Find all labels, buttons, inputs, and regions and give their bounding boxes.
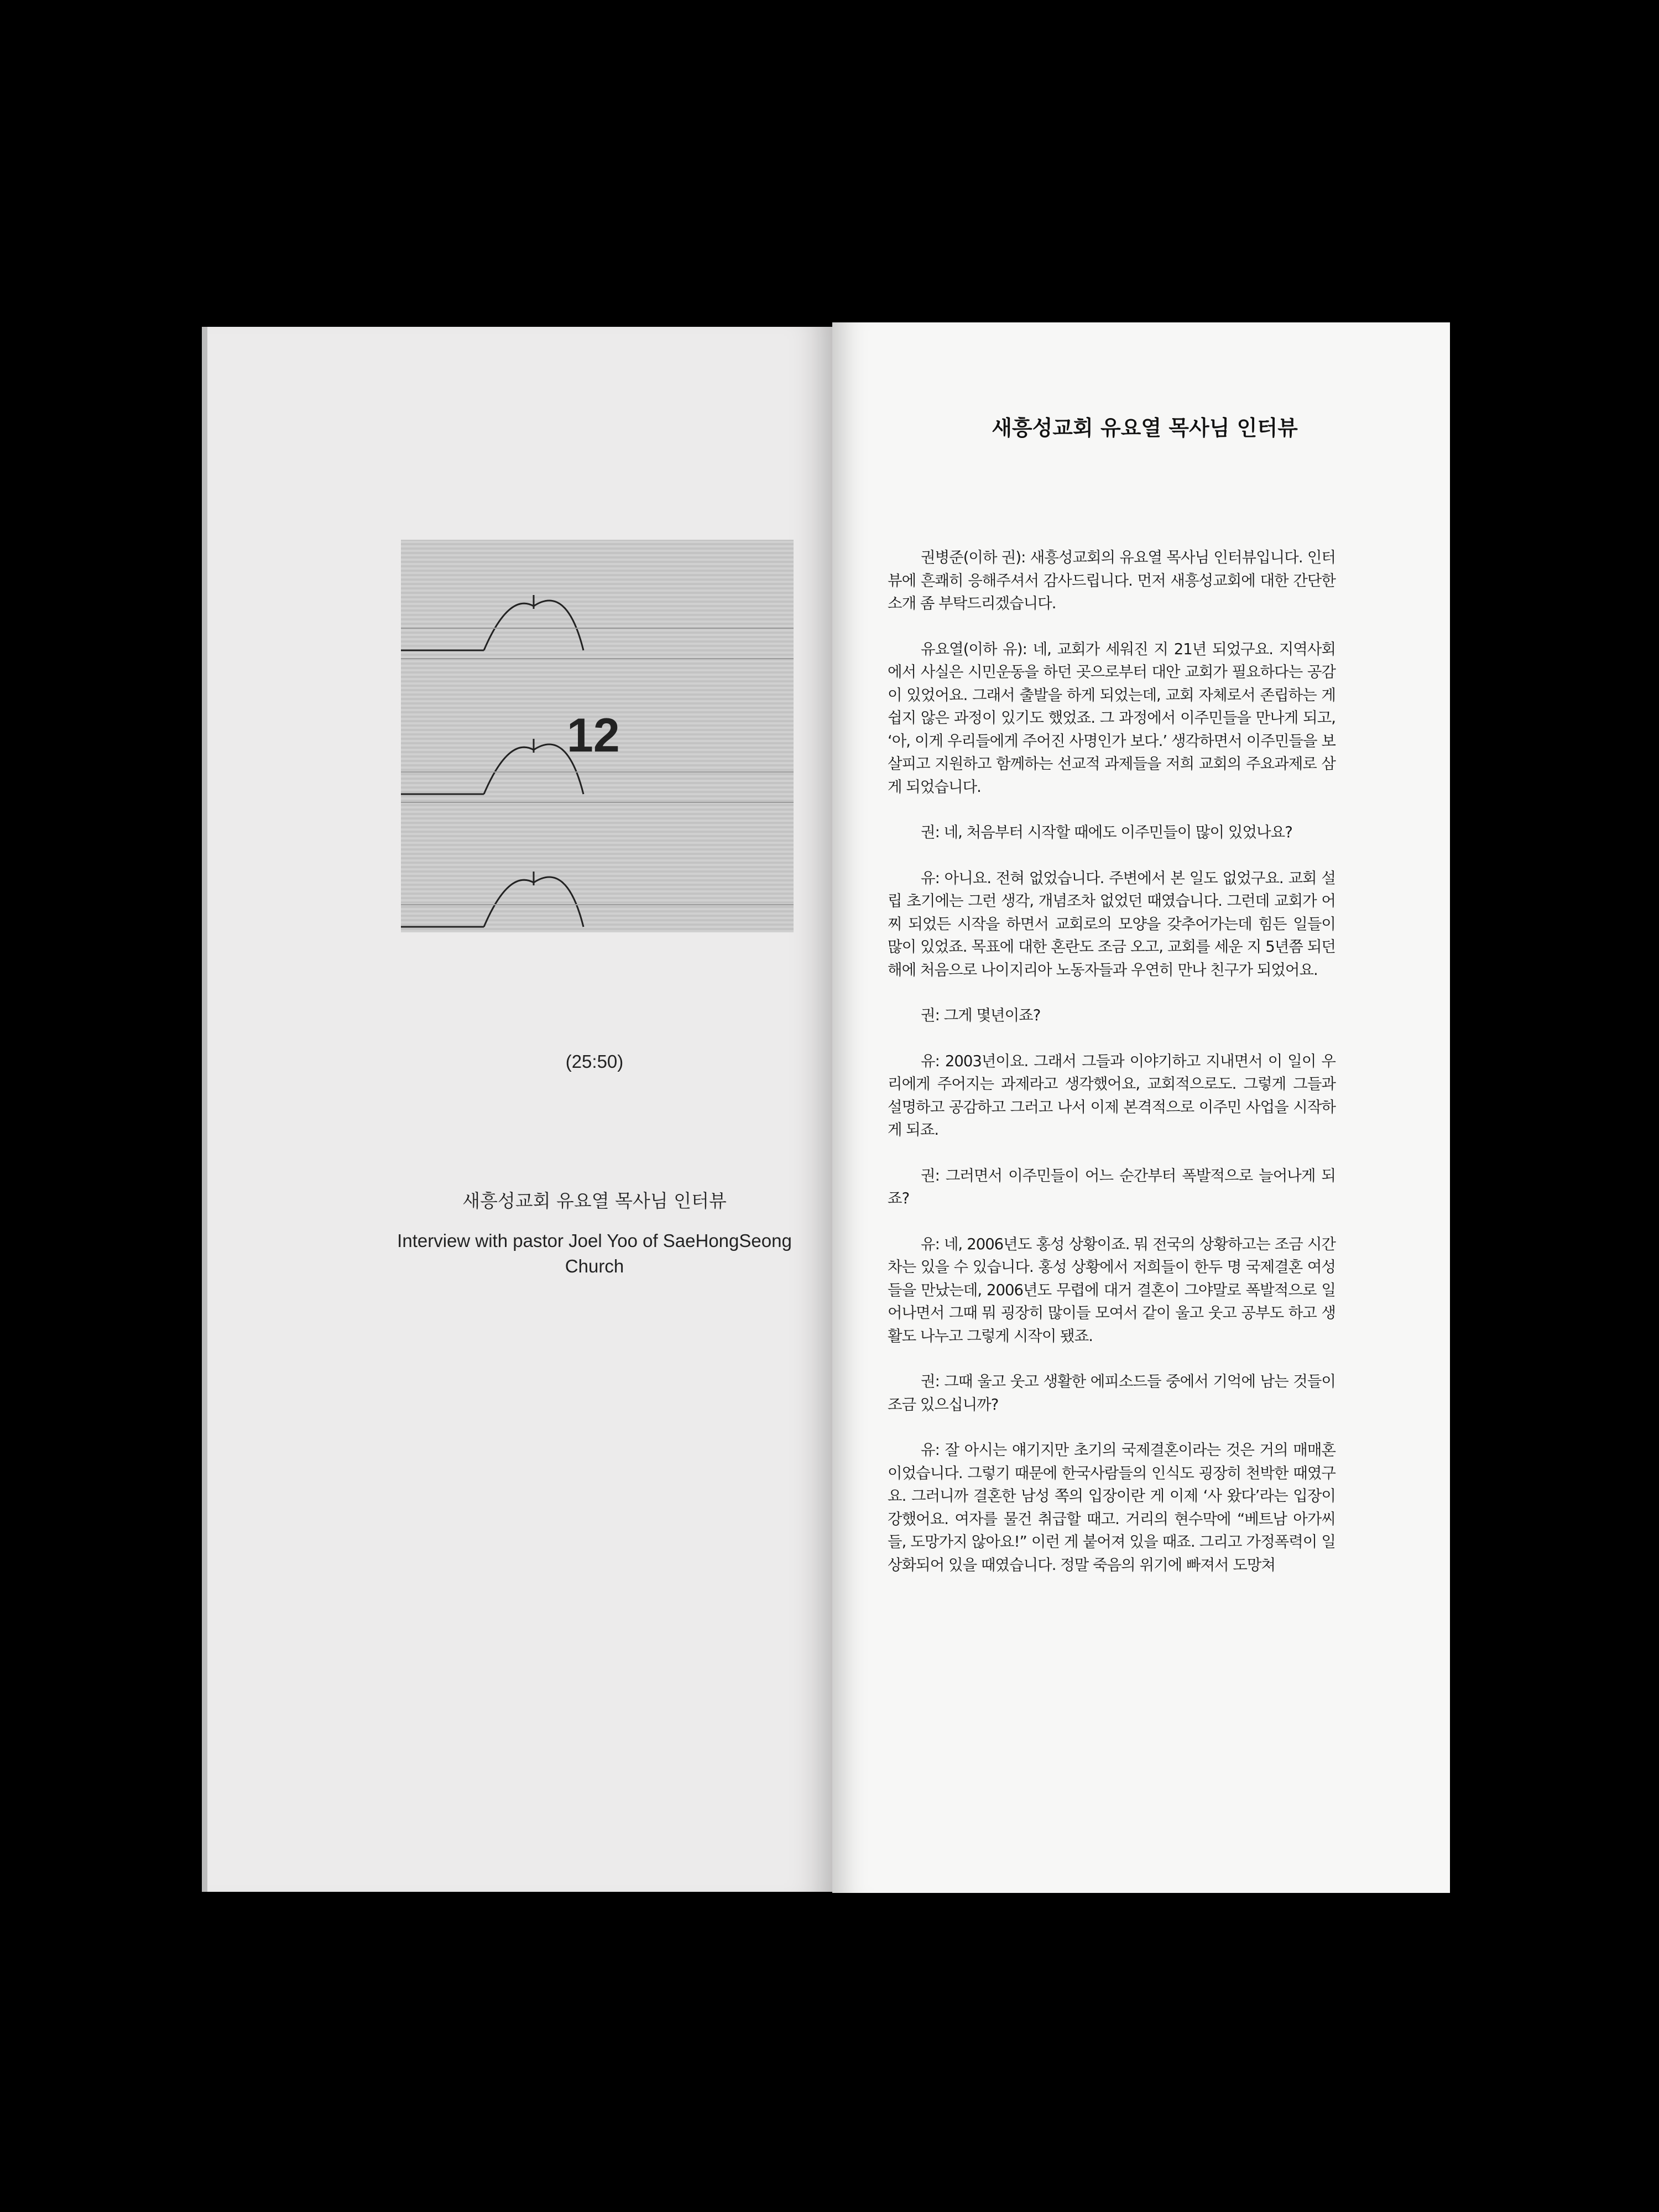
caption-korean: 새흥성교회 유요열 목사님 인터뷰 — [462, 1190, 727, 1212]
paragraph: 유: 잘 아시는 얘기지만 초기의 국제결혼이라는 것은 거의 매매혼이었습니다. 그렇기 때문에 한국사람들의 인식도 굉장히 천박한 때였구요. 그러니까 결혼한 남성 쪽의 입장이란 게 이제 ‘사 왔다’라는 입장이 강했어요. 여자를 물건 취급할 때고. 거리의 현수막에 “베트남 아가씨들, 도망가지 않아요!” 이런 게 붙어져 있을 때죠. 그리고 가정폭력이 일상화되어 있을 때였습니다. 정말 죽음의 위기에 빠져서 도망쳐 — [888, 1441, 1335, 1574]
paragraph: 유: 아니요. 전혀 없었습니다. 주변에서 본 일도 없었구요. 교회 설립 초기에는 그런 생각, 개념조차 없었던 때였습니다. 그런데 교회가 어찌 되었든 시작을 하면서 교회로의 모양을 갖추어가는데 힘든 일들이 많이 있었죠. 목표에 대한 혼란도 조금 오고, 교회를 세운 지 5년쯤 되던 해에 처음으로 나이지리아 노동자들과 우연히 만나 친구가 되었어요. — [888, 869, 1335, 979]
paragraph: 권: 그러면서 이주민들이 어느 순간부터 폭발적으로 늘어나게 되죠? — [888, 1166, 1335, 1207]
article-title: 새흥성교회 유요열 목사님 인터뷰 — [992, 416, 1298, 440]
book-spread — [202, 322, 1452, 1893]
timecode: (25:50) — [565, 1051, 624, 1072]
video-still-figure — [401, 540, 794, 932]
paragraph: 유: 네, 2006년도 홍성 상황이죠. 뭐 전국의 상황하고는 조금 시간차는 있을 수 있습니다. 홍성 상황에서 저희들이 한두 명 국제결혼 여성들을 만났는데, 2006년도 무렵에 대거 결혼이 그야말로 폭발적으로 일어나면서 그때 뭐 굉장히 많이들 모여서 같이 울고 웃고 공부도 하고 생활도 나누고 그렇게 시작이 됐죠. — [888, 1235, 1335, 1345]
paragraph: 권: 네, 처음부터 시작할 때에도 이주민들이 많이 있었나요? — [921, 823, 1292, 841]
paragraph: 유요열(이하 유): 네, 교회가 세워진 지 21년 되었구요. 지역사회에서 사실은 시민운동을 하던 곳으로부터 대안 교회가 필요하다는 공감이 있었어요. 그래서 출발을 하게 되었는데, 교회 자체로서 존립하는 게 쉽지 않은 과정이 있기도 했었죠. 그 과정에서 이주민들을 만나게 되고, ‘아, 이게 우리들에게 주어진 사명인가 보다.’ 생각하면서 이주민들을 보살피고 지원하고 함께하는 선교적 과제들을 저희 교회의 주요과제로 삼게 되었습니다. — [888, 640, 1335, 796]
right-page — [832, 322, 1450, 1893]
caption-english: Interview with pastor Joel Yoo of SaeHongSeong Church — [397, 1230, 792, 1276]
article-body — [888, 546, 1335, 1599]
paragraph: 권: 그때 울고 웃고 생활한 에피소드들 중에서 기억에 남는 것들이 조금 있으십니까? — [888, 1373, 1335, 1413]
paragraph: 권: 그게 몇년이죠? — [921, 1006, 1041, 1024]
paragraph: 권병준(이하 권): 새흥성교회의 유요열 목사님 인터뷰입니다. 인터뷰에 흔쾌히 응해주셔서 감사드립니다. 먼저 새흥성교회에 대한 간단한 소개 좀 부탁드리겠습니다. — [888, 549, 1335, 612]
show-through-text — [561, 360, 570, 388]
figure-number: 12 — [567, 709, 620, 762]
left-page — [202, 327, 835, 1892]
paragraph: 유: 2003년이요. 그래서 그들과 이야기하고 지내면서 이 일이 우리에게 주어지는 과제라고 생각했어요, 교회적으로도. 그렇게 그들과 설명하고 공감하고 그러고 나서 이제 본격적으로 이주민 사업을 시작하게 되죠. — [888, 1052, 1335, 1139]
